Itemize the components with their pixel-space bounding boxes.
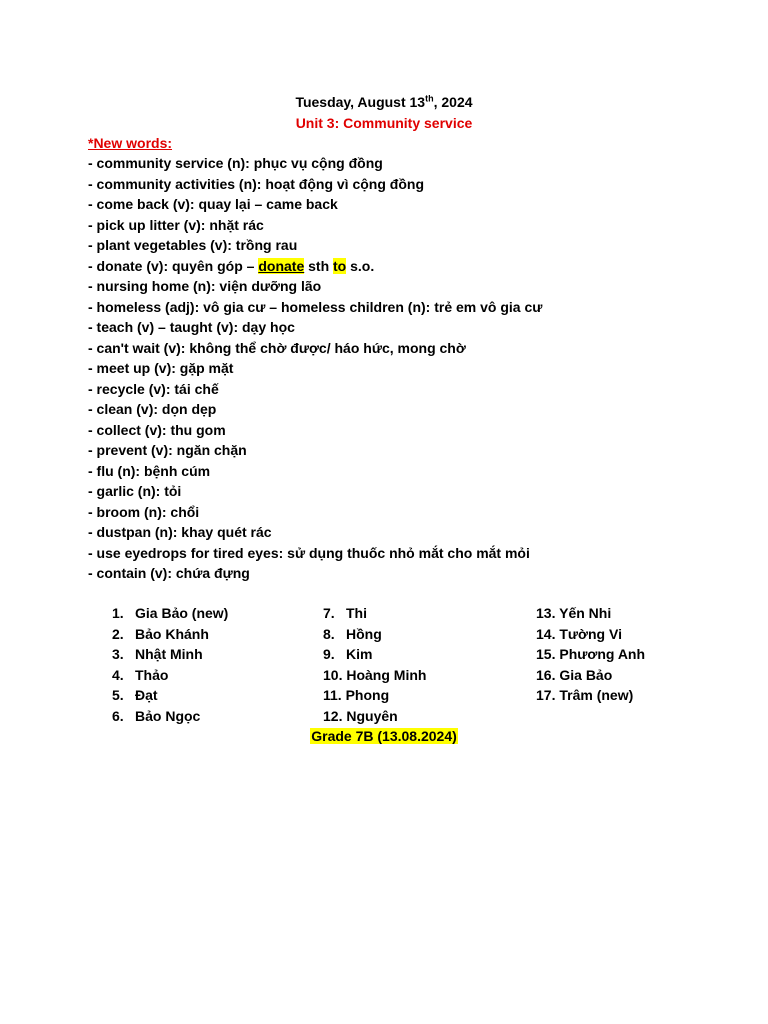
student-number: 2. — [112, 625, 124, 642]
vocab-item: - contain (v): chứa đựng — [88, 565, 250, 581]
student-item — [112, 644, 228, 665]
student-name: Phong — [345, 687, 390, 703]
date-superscript: th — [425, 93, 434, 104]
student-number: 1. — [112, 605, 124, 621]
student-number: 6. — [112, 707, 124, 724]
vocab-item: - use eyedrops for tired eyes: sử dụng thuốc nhỏ mắt cho mắt mỏi — [88, 544, 530, 561]
donate-middle: sth — [304, 257, 334, 274]
student-number: 15. — [536, 646, 556, 662]
donate-suffix: s.o. — [346, 257, 375, 274]
student-list-column-1 — [112, 603, 228, 726]
student-item — [112, 665, 228, 686]
student-number: 8. — [323, 625, 335, 642]
student-number: 9. — [323, 646, 335, 662]
document-date — [0, 92, 768, 112]
student-name: Yến Nhi — [559, 605, 612, 621]
student-item — [323, 624, 426, 645]
vocab-item: - can't wait (v): không thể chờ được/ háo hức, mong chờ — [88, 339, 466, 356]
grade-label — [0, 726, 768, 746]
student-item — [323, 603, 426, 624]
vocab-item: - homeless (adj): vô gia cư – homeless children (n): trẻ em vô gia cư — [88, 298, 543, 315]
new-words-heading: *New words: — [88, 135, 173, 151]
student-item — [112, 603, 228, 624]
vocab-item: - prevent (v): ngăn chặn — [88, 442, 247, 458]
student-name: Hoàng Minh — [346, 666, 427, 683]
vocab-item: - community service (n): phục vụ cộng đồng — [88, 155, 383, 171]
student-name: Tường Vi — [559, 625, 622, 642]
student-item — [323, 665, 426, 686]
vocab-item: - dustpan (n): khay quét rác — [88, 524, 272, 540]
donate-prefix: - donate (v): quyên góp – — [88, 257, 259, 274]
student-number: 16. — [536, 666, 556, 683]
vocab-item-donate — [88, 256, 748, 277]
vocab-item: - collect (v): thu gom — [88, 421, 226, 438]
student-number: 14. — [536, 625, 556, 642]
student-name: Phương Anh — [559, 646, 646, 662]
student-name: Bảo Khánh — [135, 625, 209, 642]
vocab-item: - teach (v) – taught (v): dạy học — [88, 319, 295, 335]
vocab-item: - clean (v): dọn dẹp — [88, 401, 217, 417]
highlighted-to: to — [333, 257, 347, 274]
vocab-item: - pick up litter (v): nhặt rác — [88, 216, 264, 233]
highlighted-donate: donate — [258, 257, 305, 274]
vocabulary-list — [88, 153, 748, 584]
student-item — [112, 685, 228, 706]
student-name: Gia Bảo — [559, 666, 613, 683]
student-item — [536, 685, 645, 706]
student-name: Kim — [346, 646, 373, 662]
student-item — [112, 706, 228, 727]
student-number: 13. — [536, 605, 556, 621]
student-item — [536, 603, 645, 624]
student-number: 11. — [323, 687, 342, 703]
vocab-item: - broom (n): chổi — [88, 503, 200, 520]
student-number: 7. — [323, 605, 335, 621]
student-name: Trâm (new) — [559, 687, 634, 703]
unit-title: Unit 3: Community service — [295, 115, 473, 131]
vocab-item: - flu (n): bệnh cúm — [88, 462, 211, 479]
student-number: 5. — [112, 687, 124, 703]
date-suffix: , 2024 — [433, 94, 473, 110]
student-name: Nhật Minh — [135, 646, 203, 662]
student-item — [536, 665, 645, 686]
vocab-item: - meet up (v): gặp mặt — [88, 360, 234, 376]
student-item — [323, 644, 426, 665]
vocab-item: - garlic (n): tỏi — [88, 483, 182, 499]
vocab-item: - come back (v): quay lại – came back — [88, 196, 338, 212]
student-name: Bảo Ngọc — [135, 707, 201, 724]
student-name: Thảo — [135, 666, 169, 683]
student-item — [323, 706, 426, 727]
student-list-column-3 — [536, 603, 645, 706]
student-number: 17. — [536, 687, 556, 703]
student-name: Gia Bảo (new) — [135, 605, 229, 621]
date-prefix: Tuesday, August 13 — [295, 94, 426, 110]
student-name: Thi — [346, 605, 367, 621]
student-name: Nguyên — [346, 707, 398, 724]
student-number: 4. — [112, 666, 124, 683]
student-number: 10. — [323, 666, 343, 683]
vocab-item: - community activities (n): hoạt động vì cộng đồng — [88, 175, 424, 192]
student-list-column-2 — [323, 603, 426, 726]
student-item — [112, 624, 228, 645]
student-name: Hồng — [346, 625, 382, 642]
student-number: 12. — [323, 707, 343, 724]
student-item — [323, 685, 426, 706]
vocab-item: - nursing home (n): viện dưỡng lão — [88, 278, 322, 294]
student-item — [536, 624, 645, 645]
student-item — [536, 644, 645, 665]
grade-highlight: Grade 7B (13.08.2024) — [311, 728, 457, 744]
vocab-item: - recycle (v): tái chế — [88, 380, 219, 397]
student-number: 3. — [112, 646, 124, 662]
vocab-item: - plant vegetables (v): trồng rau — [88, 237, 298, 253]
student-name: Đạt — [135, 687, 158, 703]
